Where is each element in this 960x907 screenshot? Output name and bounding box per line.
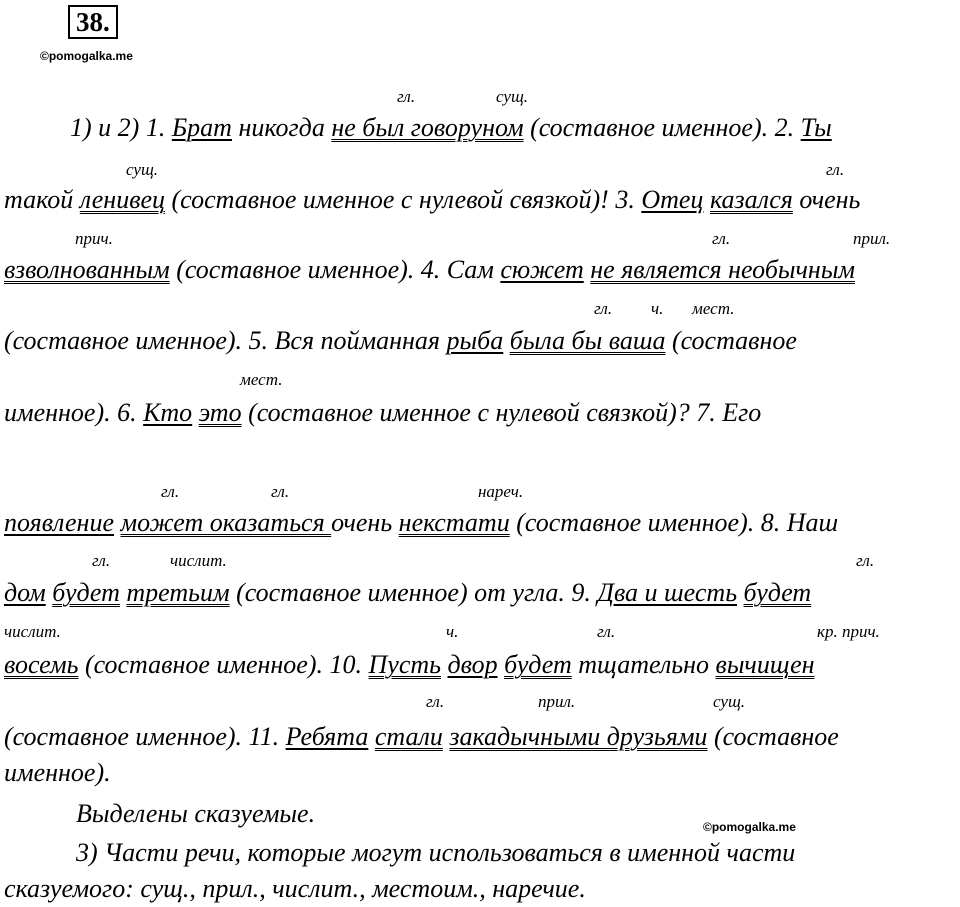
pos-annotation: кр. прич. [817, 622, 880, 641]
predicate: будет [52, 578, 120, 607]
predicate: не был говоруном [331, 113, 524, 142]
pos-annotation: гл. [92, 551, 111, 570]
subject: Брат [171, 113, 232, 142]
text-line: взволнованным (составное именное). 4. Сам сюжет не является необычным [4, 255, 856, 284]
subject: Ты [800, 113, 832, 142]
pos-annotation: гл. [594, 299, 613, 318]
pos-annotation: гл. [712, 229, 731, 248]
predicate: не является необычным [590, 255, 856, 284]
pos-annotation: гл. [826, 160, 845, 179]
predicate: закадычными друзьями [449, 722, 708, 751]
subject: сюжет [500, 255, 584, 284]
predicate: взволнованным [4, 255, 170, 284]
pos-annotation: числит. [4, 622, 61, 641]
predicate: будет [504, 650, 572, 679]
subject: дом [4, 578, 46, 607]
predicate: будет [743, 578, 812, 607]
watermark: ©pomogalka.me [40, 49, 133, 63]
pos-annotation: ч. [446, 622, 459, 641]
pos-annotation: сущ. [126, 160, 159, 179]
text-line: сказуемого: сущ., прил., числит., местоим., наречие. [4, 874, 586, 903]
pos-annotation: гл. [597, 622, 616, 641]
watermark: ©pomogalka.me [703, 820, 796, 834]
predicate: может оказаться [120, 508, 332, 537]
predicate: вычищен [715, 650, 815, 679]
pos-annotation: мест. [692, 299, 735, 318]
predicate: восемь [4, 650, 79, 679]
predicate: это [198, 398, 242, 427]
predicate: была бы ваша [509, 326, 666, 355]
pos-annotation: сущ. [713, 692, 746, 711]
text-line: такой ленивец (составное именное с нулевой связкой)! 3. Отец казался очень [4, 185, 861, 214]
pos-annotation: прил. [853, 229, 891, 248]
subject: Отец [641, 185, 704, 214]
pos-annotation: числит. [170, 551, 227, 570]
predicate: стали [374, 722, 443, 751]
predicate: ленивец [79, 185, 166, 214]
pos-annotation: нареч. [478, 482, 524, 501]
text-line: 1) и 2) 1. Брат никогда не был говоруном (составное именное). 2. Ты [70, 113, 832, 142]
pos-annotation: гл. [161, 482, 180, 501]
subject: двор [447, 650, 498, 679]
text-line: именное). 6. Кто это (составное именное с нулевой связкой)? 7. Его [4, 398, 762, 427]
predicate: третьим [126, 578, 230, 607]
subject: появление [4, 508, 114, 537]
subject: Ребята [285, 722, 369, 751]
text-line: 3) Части речи, которые могут использоваться в именной части [76, 838, 796, 867]
text-line: дом будет третьим (составное именное) от угла. 9. Два и шесть будет [4, 578, 812, 607]
pos-annotation: прил. [538, 692, 576, 711]
pos-annotation: мест. [240, 370, 283, 389]
text-line: Выделены сказуемые. [76, 799, 316, 828]
pos-annotation: гл. [397, 87, 416, 106]
text-line: восемь (составное именное). 10. Пусть двор будет тщательно вычищен [4, 650, 815, 679]
exercise-number: 38. [68, 5, 118, 39]
subject: рыба [446, 326, 504, 355]
predicate: некстати [398, 508, 510, 537]
pos-annotation: гл. [271, 482, 290, 501]
pos-annotation: прич. [75, 229, 113, 248]
predicate: казался [709, 185, 793, 214]
text-line: (составное именное). 11. Ребята стали закадычными друзьями (составное [4, 722, 839, 751]
subject: Кто [143, 398, 193, 427]
pos-annotation: сущ. [496, 87, 529, 106]
predicate: Пусть [368, 650, 441, 679]
pos-annotation: ч. [651, 299, 664, 318]
pos-annotation: гл. [426, 692, 445, 711]
text-line: именное). [4, 758, 111, 787]
text-line: появление может оказаться очень некстати (составное именное). 8. Наш [4, 508, 839, 537]
text-line: (составное именное). 5. Вся пойманная рыба была бы ваша (составное [4, 326, 797, 355]
subject: Два и шесть [597, 578, 738, 607]
pos-annotation: гл. [856, 551, 875, 570]
